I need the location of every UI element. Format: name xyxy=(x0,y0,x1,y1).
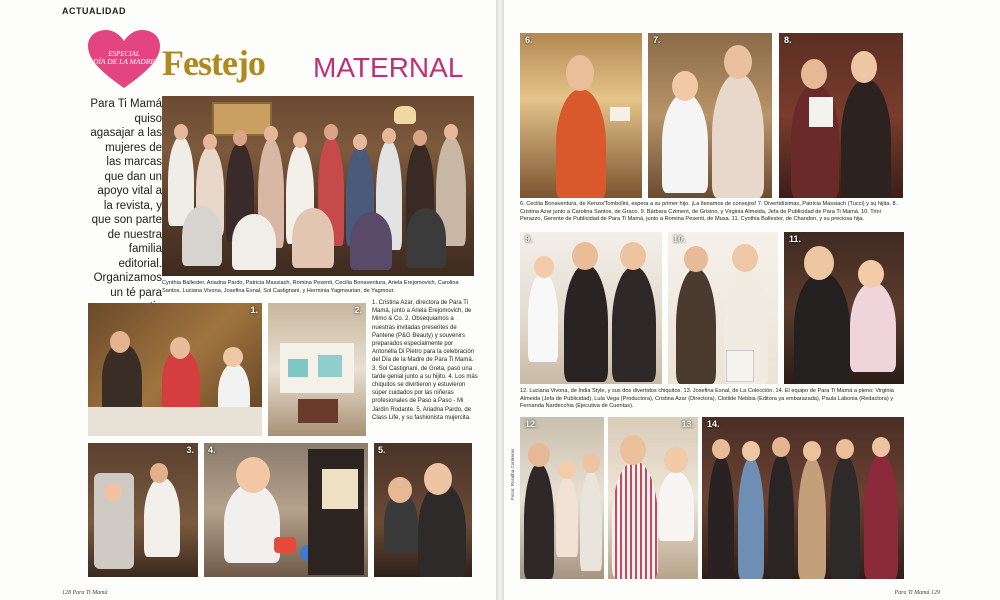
group-photo xyxy=(162,96,474,276)
photo-1 xyxy=(88,303,262,436)
badge-line2: DÍA DE LA MADRE xyxy=(92,57,155,66)
photo-number: 4. xyxy=(208,445,216,455)
photo-7 xyxy=(648,33,772,198)
photo-14 xyxy=(702,417,904,579)
title-festejo: Festejo xyxy=(162,43,265,83)
photo-number: 11. xyxy=(789,234,802,244)
photo-number: 12. xyxy=(525,419,538,429)
photos-12-14-caption: 12. Luciana Vivona, de India Style, y sus dos divertidos chiquitos. 13. Josefina Esnal, de La Colección. 14. El equipo de Para Ti Mamá a pleno: Virginia Almeida (Jefa de Publicidad), Lula Vega (Productora), Cristina Azar (Directora), Clotilde Nebbia (Editora ya embarazada), Paula Labonia (Redactora) y Fernanda Nardecchia (Ejecutiva de Cuentas). xyxy=(520,388,894,410)
photo-number: 1. xyxy=(250,305,258,315)
photo-10 xyxy=(668,232,778,384)
photo-4 xyxy=(204,443,368,577)
photo-number: 9. xyxy=(525,234,533,244)
section-label: ACTUALIDAD xyxy=(62,6,126,16)
photo-11 xyxy=(784,232,904,384)
photo-number: 13. xyxy=(681,419,694,429)
photo-5 xyxy=(374,443,472,577)
photo-3 xyxy=(88,443,198,577)
photo-12 xyxy=(520,417,604,579)
photos-1-5-caption: 1. Cristina Azar, directora de Para Ti Mamá, junto a Ariela Erejomovich, de Mimo & Co. 2. Obsequiamos a nuestras invitadas presentes de Pantene (P&G Beauty) y souvenirs preparados especialmente por Antonella Di Pietro para la celebración del Día de la Madre de Para Ti Mamá. 3. Sol Castignani, de Greta, pasó una tarde genial junto a su hijito. 4. Los más chiquitos se divirtieron y estuvieron súper cuidados por las niñeras profesionales de Paso a Paso - Mi Jardín Rodante. 5. Ariadna Pardo, de Class Life, y su fashionista mujercita. xyxy=(372,300,478,421)
photo-credit: Fotos: Rosalba Contreras xyxy=(510,448,515,500)
photo-8 xyxy=(779,33,903,198)
badge-line1: ESPECIAL xyxy=(108,50,140,58)
photo-2 xyxy=(268,303,366,436)
photo-number: 6. xyxy=(525,35,533,45)
photo-number: 7. xyxy=(653,35,661,45)
photo-13 xyxy=(608,417,698,579)
photo-number: 14. xyxy=(707,419,720,429)
group-photo-caption: Cynthia Ballester, Ariadna Pardo, Patricia Massiach, Romina Pesenti, Cecilia Bonaventura, Ariela Erejomovich, Carolina Santos, Luciana Vivona, Josefina Esnal, Sol Castignani, y Herminia Yagmourian, de Yagmour. xyxy=(162,280,459,294)
photo-number: 3. xyxy=(186,445,194,455)
photos-6-11-caption: 6. Cecilia Bonaventura, de Kenzo/Tombolini, espera a su primer hijo. ¡La llenamos de consejos! 7. Divertidísimas, Patricia Massiach (Tucci) y su hijita. 8. Cristina Azar junto a Carolina Santos, de Graco. 9. Bárbara Cziment, de Grisino, y Virginia Almeida, Jefa de Publicidad de Para Ti Mamá. 10. Trini Perazzo, Gerente de Publicidad de Para Ti Mamá, junto a Romina Pesenti, de Musa. 11. Cynthia Ballester, de Chandon, y su preciosa hija. xyxy=(520,201,898,223)
title-maternal: MATERNAL xyxy=(313,52,464,83)
right-page xyxy=(504,0,1000,600)
photo-6 xyxy=(520,33,642,198)
page-folio-right: Para Ti Mamá 129 xyxy=(894,590,940,596)
photo-number: 5. xyxy=(378,445,386,455)
page-gutter xyxy=(496,0,504,600)
photo-number: 2. xyxy=(354,305,362,315)
page-folio-left: 128 Para Ti Mamá xyxy=(62,590,108,596)
photo-number: 8. xyxy=(784,35,792,45)
intro-text: Para Ti Mamá quiso agasajar a las mujeres de las marcas que dan un apoyo vital a la revista, y que son parte de nuestra familia editorial. Organizamos un té para xyxy=(90,98,162,299)
photo-number: 10. xyxy=(673,234,686,244)
photo-9 xyxy=(520,232,662,384)
left-page xyxy=(0,0,496,600)
special-badge xyxy=(92,50,156,66)
